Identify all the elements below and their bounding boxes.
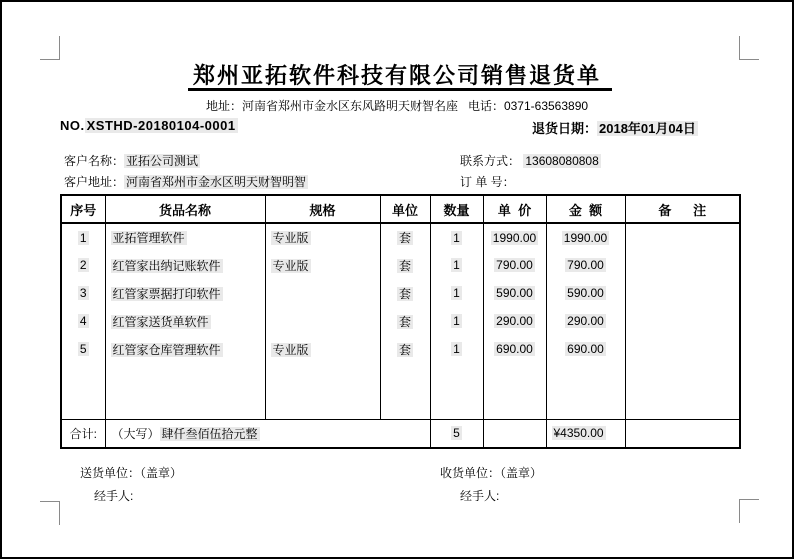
- cell-value: 亚拓管理软件: [112, 231, 185, 245]
- table-cell: [546, 223, 625, 251]
- cell-value: 专业版: [272, 231, 309, 245]
- customer-contact-label: 联系方式：: [460, 154, 521, 168]
- customer-name-label: 客户名称：: [64, 154, 125, 168]
- amount-in-words-cell: [105, 419, 430, 448]
- table-cell: [546, 363, 625, 391]
- total-quantity-cell: [430, 419, 483, 448]
- table-cell: [430, 279, 483, 307]
- cell-value: 专业版: [272, 342, 309, 357]
- deliver-unit-label: 送货单位：（盖章）: [80, 466, 183, 480]
- total-row: [61, 419, 740, 448]
- table-cell: [61, 279, 105, 307]
- cell-value: 套: [398, 342, 411, 357]
- title-underline: [188, 88, 612, 91]
- total-amount-cell: [546, 419, 625, 448]
- total-amount-value: ¥4350.00: [553, 426, 604, 441]
- cell-value: 290.00: [496, 314, 533, 328]
- items-table-header-row: [61, 195, 740, 223]
- table-cell: [265, 279, 380, 307]
- table-cell: [105, 335, 265, 363]
- amount-words-prefix: （大写）: [111, 426, 160, 441]
- cell-value: 690.00: [496, 342, 533, 356]
- table-cell: [546, 279, 625, 307]
- receive-handler-label: 经手人:: [460, 489, 500, 503]
- column-header: 单位: [380, 195, 430, 223]
- cell-value: 690.00: [567, 342, 604, 356]
- table-cell: [483, 307, 546, 335]
- deliver-handler-label: 经手人:: [94, 489, 134, 503]
- customer-info-row-2: [2, 173, 792, 189]
- table-cell: [61, 307, 105, 335]
- table-cell: [625, 307, 740, 335]
- cell-value: 3: [79, 286, 87, 300]
- document-number-row: [2, 118, 792, 136]
- empty-table-row: [61, 391, 740, 419]
- table-cell: [265, 363, 380, 391]
- total-quantity-value: 5: [453, 426, 460, 441]
- table-cell: [105, 391, 265, 419]
- cell-value: 红管家票据打印软件: [112, 286, 221, 301]
- cell-value: 790.00: [496, 258, 533, 272]
- table-cell: [265, 307, 380, 335]
- table-cell: [625, 279, 740, 307]
- column-header: 数量: [430, 195, 483, 223]
- return-date-value: 2018年01月04日: [599, 121, 696, 136]
- table-cell: [61, 391, 105, 419]
- return-date-label: 退货日期：: [532, 121, 598, 136]
- table-cell: [546, 391, 625, 419]
- cell-value: 套: [398, 314, 411, 329]
- total-label-cell: 合计:: [61, 419, 105, 448]
- document-number-value: XSTHD-20180104-0001: [86, 118, 236, 133]
- empty-table-row: [61, 363, 740, 391]
- cell-value: 专业版: [272, 258, 309, 273]
- table-row: [61, 335, 740, 363]
- table-cell: [265, 223, 380, 251]
- table-cell: [430, 363, 483, 391]
- table-cell: [105, 363, 265, 391]
- table-cell: [483, 251, 546, 279]
- table-cell: [380, 223, 430, 251]
- document-number: [60, 118, 238, 133]
- table-cell: [625, 251, 740, 279]
- cell-value: 红管家送货单软件: [112, 314, 209, 329]
- return-date: [532, 118, 698, 137]
- table-cell: [483, 279, 546, 307]
- column-header: 规格: [265, 195, 380, 223]
- table-cell: [105, 307, 265, 335]
- cell-value: 1: [79, 230, 87, 245]
- table-cell: [265, 391, 380, 419]
- table-cell: [483, 335, 546, 363]
- table-cell: [380, 279, 430, 307]
- items-table: [60, 194, 741, 449]
- table-cell: [625, 391, 740, 419]
- table-cell: [546, 251, 625, 279]
- cell-value: 1990.00: [492, 230, 537, 245]
- column-header: 金 额: [546, 195, 625, 223]
- table-cell: [625, 363, 740, 391]
- table-row: [61, 251, 740, 279]
- table-cell: [61, 223, 105, 251]
- customer-contact-value: 13608080808: [525, 154, 599, 168]
- cell-value: 5: [79, 342, 87, 356]
- order-number-label: 订 单 号：: [460, 175, 515, 189]
- cell-value: 590.00: [567, 286, 604, 300]
- table-cell: [625, 223, 740, 251]
- table-cell: [380, 363, 430, 391]
- customer-address-label: 客户地址：: [64, 175, 125, 189]
- table-cell: [430, 307, 483, 335]
- table-row: [61, 307, 740, 335]
- table-cell: [61, 335, 105, 363]
- table-cell: [430, 391, 483, 419]
- table-cell: [483, 391, 546, 419]
- cell-value: 2: [79, 258, 87, 272]
- handler-row: [2, 487, 792, 503]
- cell-value: 590.00: [496, 286, 533, 300]
- cell-value: 套: [398, 258, 411, 273]
- table-cell: [483, 363, 546, 391]
- cell-value: 1: [453, 342, 460, 356]
- customer-name-value: 亚拓公司测试: [126, 154, 199, 168]
- cell-value: 790.00: [567, 258, 604, 272]
- order-number: [460, 173, 515, 190]
- table-cell: [430, 335, 483, 363]
- margin-crop-mark-bottom-left: [40, 501, 60, 525]
- table-cell: [265, 335, 380, 363]
- document-number-prefix: NO.: [60, 118, 85, 133]
- cell-value: 1990.00: [563, 230, 608, 245]
- column-header: 备 注: [625, 195, 740, 223]
- company-address-phone: 地址：河南省郑州市金水区东风路明天财智名座 电话：0371-63563890: [205, 99, 589, 113]
- table-cell: [430, 251, 483, 279]
- margin-crop-mark-top-left: [40, 36, 60, 60]
- cell-value: 套: [398, 231, 411, 245]
- cell-value: 1: [453, 258, 460, 272]
- items-body: [61, 223, 740, 419]
- customer-contact: [460, 152, 601, 169]
- receive-unit-label: 收货单位：（盖章）: [440, 466, 543, 480]
- total-unit-price-cell: [483, 419, 546, 448]
- table-row: [61, 223, 740, 251]
- table-cell: [546, 307, 625, 335]
- cell-value: 红管家仓库管理软件: [112, 342, 221, 357]
- table-cell: [105, 279, 265, 307]
- table-cell: [380, 391, 430, 419]
- customer-name: [64, 152, 200, 169]
- table-cell: [105, 251, 265, 279]
- cell-value: 1: [453, 314, 460, 328]
- table-cell: [380, 335, 430, 363]
- cell-value: 红管家出纳记账软件: [112, 258, 221, 273]
- cell-value: 1: [453, 230, 460, 245]
- cell-value: 套: [398, 286, 411, 301]
- table-row: [61, 279, 740, 307]
- table-cell: [430, 223, 483, 251]
- column-header: 序号: [61, 195, 105, 223]
- table-cell: [546, 335, 625, 363]
- total-remark-cell: [625, 419, 740, 448]
- table-cell: [265, 251, 380, 279]
- form-title: 郑州亚拓软件科技有限公司销售退货单: [192, 63, 601, 88]
- cell-value: 290.00: [567, 314, 604, 328]
- table-cell: [380, 251, 430, 279]
- margin-crop-mark-top-right: [739, 36, 759, 60]
- table-cell: [483, 223, 546, 251]
- table-cell: [105, 223, 265, 251]
- table-cell: [61, 363, 105, 391]
- column-header: 货品名称: [105, 195, 265, 223]
- customer-info-row-1: [2, 152, 792, 168]
- customer-address-value: 河南省郑州市金水区明天财智明智: [126, 175, 307, 189]
- customer-address: [64, 173, 308, 190]
- table-cell: [625, 335, 740, 363]
- cell-value: 4: [79, 314, 87, 328]
- table-cell: [380, 307, 430, 335]
- amount-words-value: 肆仟叁佰伍拾元整: [161, 426, 258, 441]
- table-cell: [61, 251, 105, 279]
- stamp-row: [2, 464, 792, 480]
- column-header: 单 价: [483, 195, 546, 223]
- cell-value: 1: [453, 286, 460, 300]
